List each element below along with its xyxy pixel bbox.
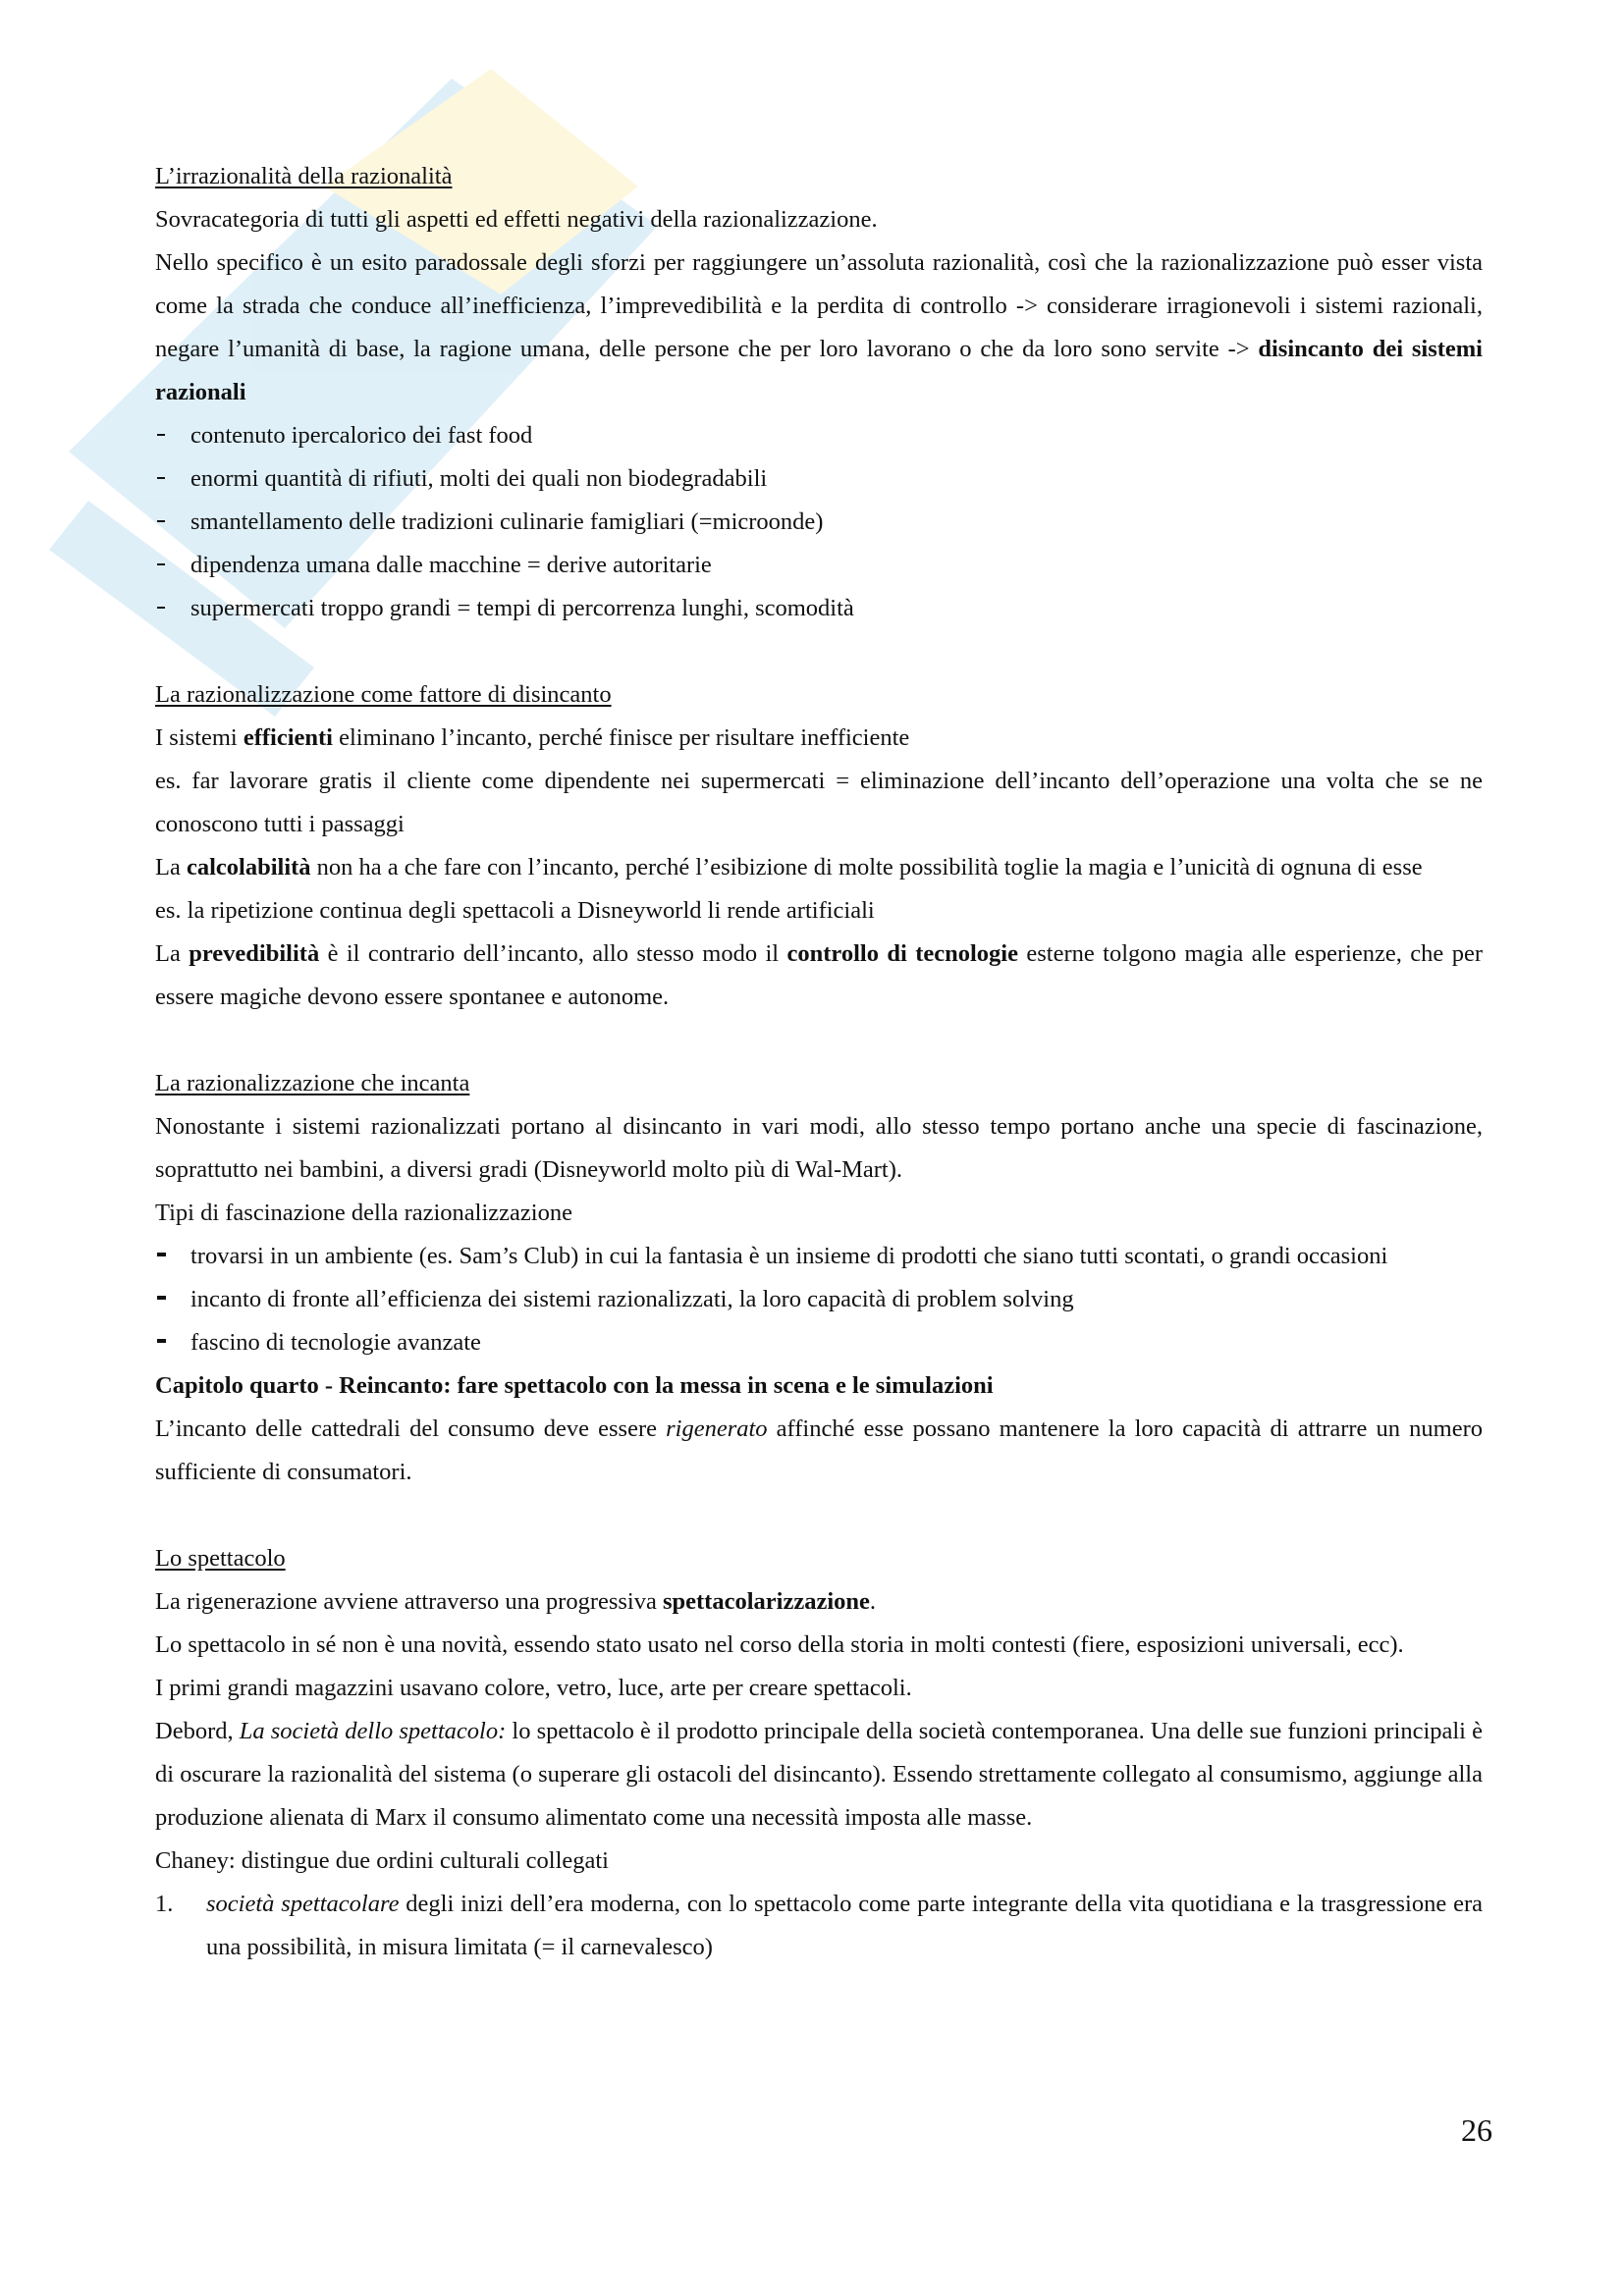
bullet-list-negative-effects	[155, 414, 1483, 630]
section-heading-disincanto: La razionalizzazione come fattore di disincanto	[155, 681, 612, 708]
list-item: fascino di tecnologie avanzate	[155, 1321, 1483, 1364]
paragraph: I sistemi efficienti eliminano l’incanto, perché finisce per risultare inefficiente	[155, 724, 910, 751]
paragraph: Nonostante i sistemi razionalizzati portano al disincanto in vari modi, allo stesso tempo portano anche una specie di fascinazione, soprattutto nei bambini, a diversi gradi (Disneyworld molto più di Wal-Mart).	[155, 1113, 1483, 1183]
paragraph: La prevedibilità è il contrario dell’incanto, allo stesso modo il controllo di tecnologie esterne tolgono magia alle esperienze, che per essere magiche devono essere spontanee e autonome.	[155, 940, 1483, 1010]
list-item: supermercati troppo grandi = tempi di percorrenza lunghi, scomodità	[155, 587, 1483, 630]
spacer	[155, 1019, 1483, 1062]
paragraph: Tipi di fascinazione della razionalizzazione	[155, 1200, 572, 1226]
paragraph: es. far lavorare gratis il cliente come dipendente nei supermercati = eliminazione dell’incanto dell’operazione una volta che se ne conoscono tutti i passaggi	[155, 768, 1483, 837]
paragraph: Sovracategoria di tutti gli aspetti ed effetti negativi della razionalizzazione.	[155, 206, 878, 233]
list-item: smantellamento delle tradizioni culinarie famigliari (=microonde)	[155, 501, 1483, 544]
bullet-list-fascination-types	[155, 1235, 1483, 1364]
chapter-title: Capitolo quarto - Reincanto: fare spettacolo con la messa in scena e le simulazioni	[155, 1372, 994, 1399]
list-item: trovarsi in un ambiente (es. Sam’s Club) in cui la fantasia è un insieme di prodotti che siano tutti scontati, o grandi occasioni	[155, 1235, 1483, 1278]
paragraph: Debord, La società dello spettacolo: lo spettacolo è il prodotto principale della società contemporanea. Una delle sue funzioni principali è di oscurare la razionalità del sistema (o superare gli ostacoli del disincanto). Essendo strettamente collegato al consumismo, aggiunge alla produzione alienata di Marx il consumo alimentato come una necessità imposta alle masse.	[155, 1718, 1483, 1831]
spacer	[155, 630, 1483, 673]
paragraph: L’incanto delle cattedrali del consumo deve essere rigenerato affinché esse possano mantenere la loro capacità di attrarre un numero sufficiente di consumatori.	[155, 1415, 1483, 1485]
paragraph: La calcolabilità non ha a che fare con l’incanto, perché l’esibizione di molte possibilità toglie la magia e l’unicità di ognuna di esse	[155, 854, 1423, 881]
page-number: 26	[1461, 2112, 1492, 2148]
list-number: 1.	[155, 1891, 174, 1917]
paragraph: I primi grandi magazzini usavano colore, vetro, luce, arte per creare spettacoli.	[155, 1675, 912, 1701]
list-item: dipendenza umana dalle macchine = derive autoritarie	[155, 544, 1483, 587]
section-heading-spettacolo: Lo spettacolo	[155, 1545, 286, 1572]
paragraph: La rigenerazione avviene attraverso una progressiva spettacolarizzazione.	[155, 1588, 877, 1615]
page-content	[155, 155, 1483, 1969]
list-item: enormi quantità di rifiuti, molti dei quali non biodegradabili	[155, 457, 1483, 501]
paragraph: es. la ripetizione continua degli spettacoli a Disneyworld li rende artificiali	[155, 897, 875, 924]
section-heading-irrazionalita: L’irrazionalità della razionalità	[155, 163, 453, 189]
paragraph: Lo spettacolo in sé non è una novità, essendo stato usato nel corso della storia in molti contesti (fiere, esposizioni universali, ecc).	[155, 1631, 1404, 1658]
section-heading-incanta: La razionalizzazione che incanta	[155, 1070, 470, 1096]
list-item: contenuto ipercalorico dei fast food	[155, 414, 1483, 457]
list-item: incanto di fronte all’efficienza dei sistemi razionalizzati, la loro capacità di problem solving	[155, 1278, 1483, 1321]
list-item: 1. società spettacolare degli inizi dell’era moderna, con lo spettacolo come parte integrante della vita quotidiana e la trasgressione era una possibilità, in misura limitata (= il carnevalesco)	[155, 1883, 1483, 1969]
spacer	[155, 1494, 1483, 1537]
paragraph: Nello specifico è un esito paradossale degli sforzi per raggiungere un’assoluta razionalità, così che la razionalizzazione può esser vista come la strada che conduce all’inefficienza, l’imprevedibilità e la perdita di controllo -> considerare irragionevoli i sistemi razionali, negare l’umanità di base, la ragione umana, delle persone che per loro lavorano o che da loro sono servite -> disincanto dei sistemi razionali	[155, 249, 1483, 405]
numbered-list	[155, 1883, 1483, 1969]
paragraph: Chaney: distingue due ordini culturali collegati	[155, 1847, 609, 1874]
